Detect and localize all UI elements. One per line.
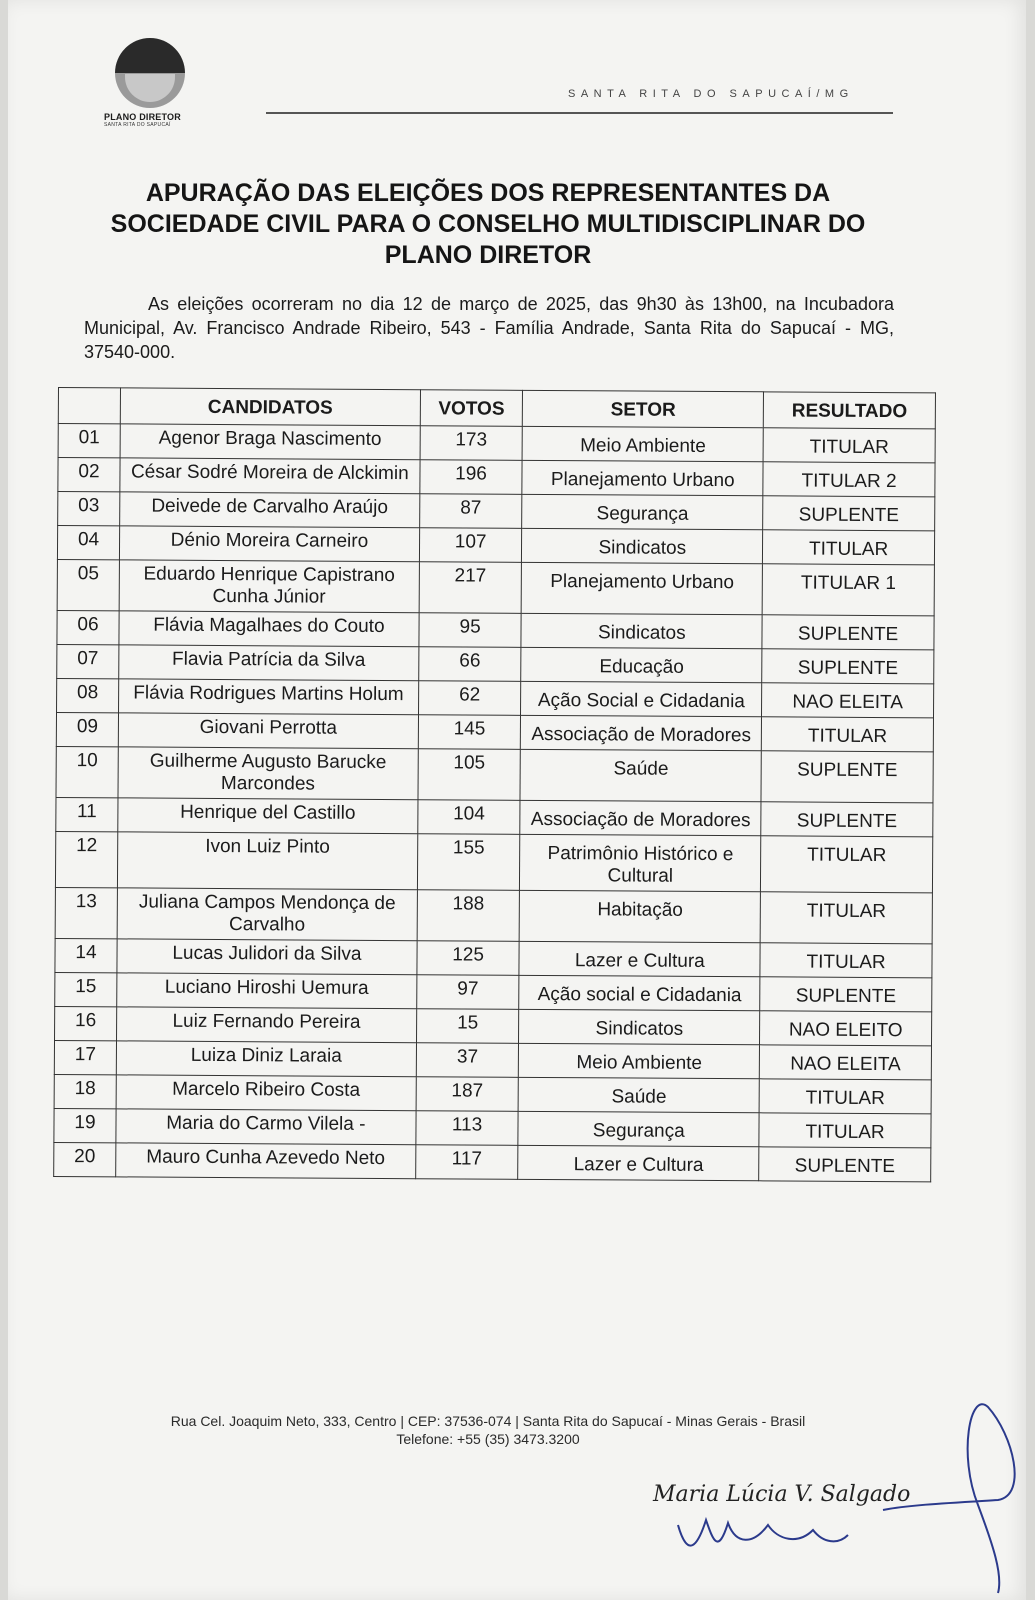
table-row: [55, 1006, 932, 1045]
header-number: [58, 388, 120, 424]
candidate-name: Maria do Carmo Vilela -: [116, 1109, 416, 1145]
table-row: [54, 1108, 931, 1147]
table-row: [55, 972, 932, 1011]
vote-count: 113: [416, 1111, 519, 1146]
header-resultado: RESULTADO: [763, 392, 935, 429]
sector: Segurança: [522, 494, 763, 529]
row-number: 11: [56, 797, 118, 831]
logo-subtitle: SANTA RITA DO SAPUCAÍ: [104, 122, 171, 128]
table-row: [56, 712, 933, 751]
vote-count: 62: [418, 681, 521, 716]
sector: Lazer e Cultura: [518, 1145, 759, 1180]
header-divider: [266, 112, 893, 114]
row-number: 07: [57, 644, 119, 678]
candidate-name: Luciano Hiroshi Uemura: [117, 973, 417, 1009]
footer-address: Rua Cel. Joaquim Neto, 333, Centro | CEP: 37536-074 | Santa Rita do Sapucaí - Minas Gerais - Brasil: [170, 1413, 806, 1429]
result: NAO ELEITO: [760, 1011, 932, 1046]
row-number: 16: [55, 1006, 117, 1040]
candidate-name: Henrique del Castillo: [118, 798, 418, 834]
table-row: [57, 559, 934, 615]
table-header-row: [58, 388, 935, 429]
result: SUPLENTE: [762, 649, 934, 684]
table-row: [56, 797, 933, 836]
document-title: APURAÇÃO DAS ELEIÇÕES DOS REPRESENTANTES DA SOCIEDADE CIVIL PARA O CONSELHO MULTIDISCIPLINAR DO PLANO DIRETOR: [110, 179, 866, 269]
candidate-name: César Sodré Moreira de Alckimin: [120, 458, 420, 494]
result: TITULAR: [762, 717, 934, 752]
row-number: 02: [58, 458, 120, 492]
sector: Segurança: [518, 1111, 759, 1146]
vote-count: 97: [416, 975, 519, 1010]
result: TITULAR: [760, 943, 932, 978]
vote-count: 188: [417, 890, 520, 942]
vote-count: 87: [419, 494, 522, 529]
signatory-name: Maria Lúcia V. Salgado: [653, 1482, 911, 1507]
table-row: [58, 492, 935, 531]
row-number: 03: [58, 492, 120, 526]
row-number: 12: [55, 831, 117, 887]
sector: Ação Social e Cidadania: [521, 681, 762, 716]
sector: Sindicatos: [522, 528, 763, 563]
row-number: 01: [58, 424, 120, 458]
vote-count: 105: [418, 749, 521, 801]
vote-count: 37: [416, 1043, 519, 1078]
result: TITULAR: [759, 1113, 931, 1148]
row-number: 05: [57, 559, 119, 610]
result: TITULAR 2: [763, 462, 935, 497]
vote-count: 173: [420, 426, 523, 461]
vote-count: 66: [418, 647, 521, 682]
candidate-name: Flávia Magalhaes do Couto: [119, 611, 419, 647]
candidate-name: Mauro Cunha Azevedo Neto: [116, 1143, 416, 1179]
row-number: 08: [57, 678, 119, 712]
result: NAO ELEITA: [762, 683, 934, 718]
result: TITULAR: [761, 836, 933, 893]
sector: Meio Ambiente: [519, 1043, 760, 1078]
sector: Saúde: [520, 749, 761, 801]
candidate-name: Luiz Fernando Pereira: [116, 1007, 416, 1043]
logo-emblem-icon: [115, 38, 185, 108]
intro-paragraph: As eleições ocorreram no dia 12 de março de 2025, das 9h30 às 13h00, na Incubadora Municipal, Av. Francisco Andrade Ribeiro, 543 - Família Andrade, Santa Rita do Sapucaí - MG, 37540-000.: [84, 294, 894, 362]
sector: Saúde: [518, 1077, 759, 1112]
row-number: 20: [54, 1142, 116, 1176]
candidate-name: Guilherme Augusto Barucke Marcondes: [118, 747, 418, 800]
sector: Planejamento Urbano: [522, 460, 763, 495]
sector: Sindicatos: [519, 1009, 760, 1044]
result: TITULAR: [763, 530, 935, 565]
table-row: [54, 1074, 931, 1113]
document-page: [8, 0, 1026, 1600]
table-row: [54, 1040, 931, 1079]
result: NAO ELEITA: [760, 1045, 932, 1080]
row-number: 19: [54, 1108, 116, 1142]
row-number: 14: [55, 938, 117, 972]
candidate-name: Lucas Julidori da Silva: [117, 939, 417, 975]
sector: Associação de Moradores: [520, 800, 761, 835]
result: TITULAR: [763, 428, 935, 463]
header-candidatos: CANDIDATOS: [120, 388, 420, 426]
result: SUPLENTE: [763, 496, 935, 531]
row-number: 17: [54, 1040, 116, 1074]
sector: Meio Ambiente: [522, 426, 763, 461]
candidate-name: Dénio Moreira Carneiro: [119, 526, 419, 562]
vote-count: 107: [419, 528, 522, 563]
table-row: [54, 1142, 931, 1181]
vote-count: 145: [418, 715, 521, 750]
table-row: [57, 644, 934, 683]
sector: Patrimônio Histórico e Cultural: [520, 834, 761, 891]
result: SUPLENTE: [762, 615, 934, 650]
candidate-name: Flavia Patrícia da Silva: [119, 645, 419, 681]
table-row: [57, 610, 934, 649]
row-number: 18: [54, 1074, 116, 1108]
candidate-name: Luiza Diniz Laraia: [116, 1041, 416, 1077]
table-row: [55, 831, 932, 892]
candidate-name: Giovani Perrotta: [118, 713, 418, 749]
sector: Educação: [521, 647, 762, 682]
candidate-name: Flávia Rodrigues Martins Holum: [118, 679, 418, 715]
sector: Ação social e Cidadania: [519, 975, 760, 1010]
vote-count: 95: [419, 613, 522, 648]
header-setor: SETOR: [523, 390, 764, 427]
candidate-name: Eduardo Henrique Capistrano Cunha Júnior: [119, 560, 419, 613]
row-number: 10: [56, 746, 118, 797]
candidate-name: Agenor Braga Nascimento: [120, 424, 420, 460]
vote-count: 125: [417, 941, 520, 976]
result: TITULAR 1: [762, 564, 934, 616]
sector: Planejamento Urbano: [522, 562, 763, 614]
row-number: 09: [56, 712, 118, 746]
plano-diretor-logo: [104, 38, 204, 128]
row-number: 13: [55, 887, 117, 938]
candidate-name: Deivede de Carvalho Araújo: [120, 492, 420, 528]
result: TITULAR: [759, 1079, 931, 1114]
sector: Habitação: [520, 890, 761, 942]
result: SUPLENTE: [760, 977, 932, 1012]
header-votos: VOTOS: [420, 390, 523, 427]
table-row: [55, 887, 932, 943]
table-row: [57, 526, 934, 565]
results-body: [54, 424, 936, 1182]
table-row: [56, 746, 933, 802]
result: SUPLENTE: [761, 802, 933, 837]
vote-count: 117: [415, 1145, 518, 1180]
row-number: 04: [57, 526, 119, 560]
result: SUPLENTE: [761, 751, 933, 803]
table-row: [58, 458, 935, 497]
footer-phone: Telefone: +55 (35) 3473.3200: [396, 1431, 580, 1447]
city-header: SANTA RITA DO SAPUCAÍ/MG: [568, 88, 854, 100]
candidate-name: Marcelo Ribeiro Costa: [116, 1075, 416, 1111]
row-number: 15: [55, 972, 117, 1006]
result: SUPLENTE: [759, 1147, 931, 1182]
vote-count: 187: [416, 1077, 519, 1112]
row-number: 06: [57, 610, 119, 644]
vote-count: 15: [416, 1009, 519, 1044]
candidate-name: Juliana Campos Mendonça de Carvalho: [117, 888, 417, 941]
table-row: [58, 424, 935, 463]
vote-count: 217: [419, 562, 522, 614]
sector: Sindicatos: [521, 613, 762, 648]
sector: Lazer e Cultura: [519, 941, 760, 976]
logo-name: PLANO DIRETOR: [104, 112, 181, 122]
sector: Associação de Moradores: [521, 715, 762, 750]
table-row: [55, 938, 932, 977]
vote-count: 104: [418, 800, 521, 835]
vote-count: 155: [417, 834, 520, 891]
result: TITULAR: [760, 892, 932, 944]
table-row: [57, 678, 934, 717]
vote-count: 196: [420, 460, 523, 495]
candidate-name: Ivon Luiz Pinto: [117, 832, 417, 890]
results-table: [53, 387, 936, 1182]
